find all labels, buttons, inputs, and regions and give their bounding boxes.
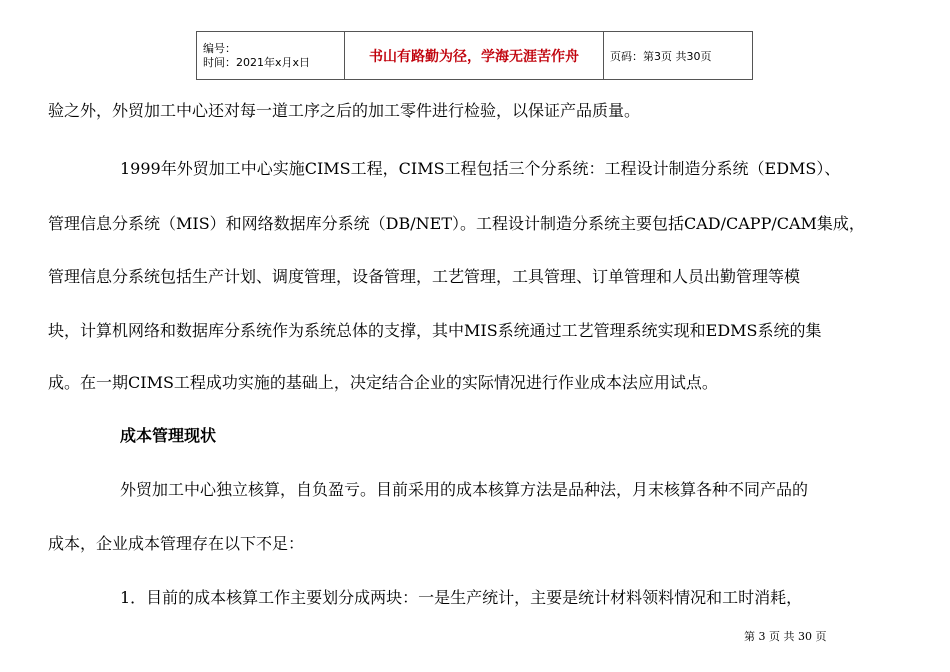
body-line-4: 管理信息分系统包括生产计划、调度管理，设备管理，工艺管理，工具管理、订单管理和人员出勤管理等模 bbox=[48, 267, 801, 286]
header-motto: 书山有路勤为径，学海无涯苦作舟 bbox=[345, 32, 604, 80]
body-line-6: 成。在一期CIMS工程成功实施的基础上，决定结合企业的实际情况进行作业成本法应用试点。 bbox=[48, 373, 718, 392]
header-time-label: 时间：2021年x月x日 bbox=[203, 55, 311, 69]
section-heading: 成本管理现状 bbox=[120, 426, 217, 445]
header-number-label: 编号： bbox=[203, 41, 236, 55]
body-line-5: 块，计算机网络和数据库分系统作为系统总体的支撑，其中MIS系统通过工艺管理系统实现和EDMS系统的集 bbox=[48, 321, 822, 340]
document-header bbox=[196, 31, 753, 80]
body-line-9: 1．目前的成本核算工作主要划分成两块：一是生产统计，主要是统计材料领料情况和工时消耗， bbox=[120, 588, 803, 607]
body-line-8: 成本，企业成本管理存在以下不足： bbox=[48, 534, 305, 553]
body-line-2: 1999年外贸加工中心实施CIMS工程，CIMS工程包括三个分系统：工程设计制造分系统（EDMS）、 bbox=[120, 159, 841, 178]
page-footer: 第 3 页 共 30 页 bbox=[744, 630, 827, 643]
body-line-1: 验之外，外贸加工中心还对每一道工序之后的加工零件进行检验，以保证产品质量。 bbox=[48, 101, 641, 120]
header-page-info: 页码：第3页 共30页 bbox=[604, 32, 753, 80]
header-meta-cell bbox=[197, 32, 345, 80]
body-line-3: 管理信息分系统（MIS）和网络数据库分系统（DB/NET）。工程设计制造分系统主要包括CAD/CAPP/CAM集成， bbox=[48, 214, 865, 233]
body-line-7: 外贸加工中心独立核算，自负盈亏。目前采用的成本核算方法是品种法，月末核算各种不同产品的 bbox=[120, 480, 809, 499]
